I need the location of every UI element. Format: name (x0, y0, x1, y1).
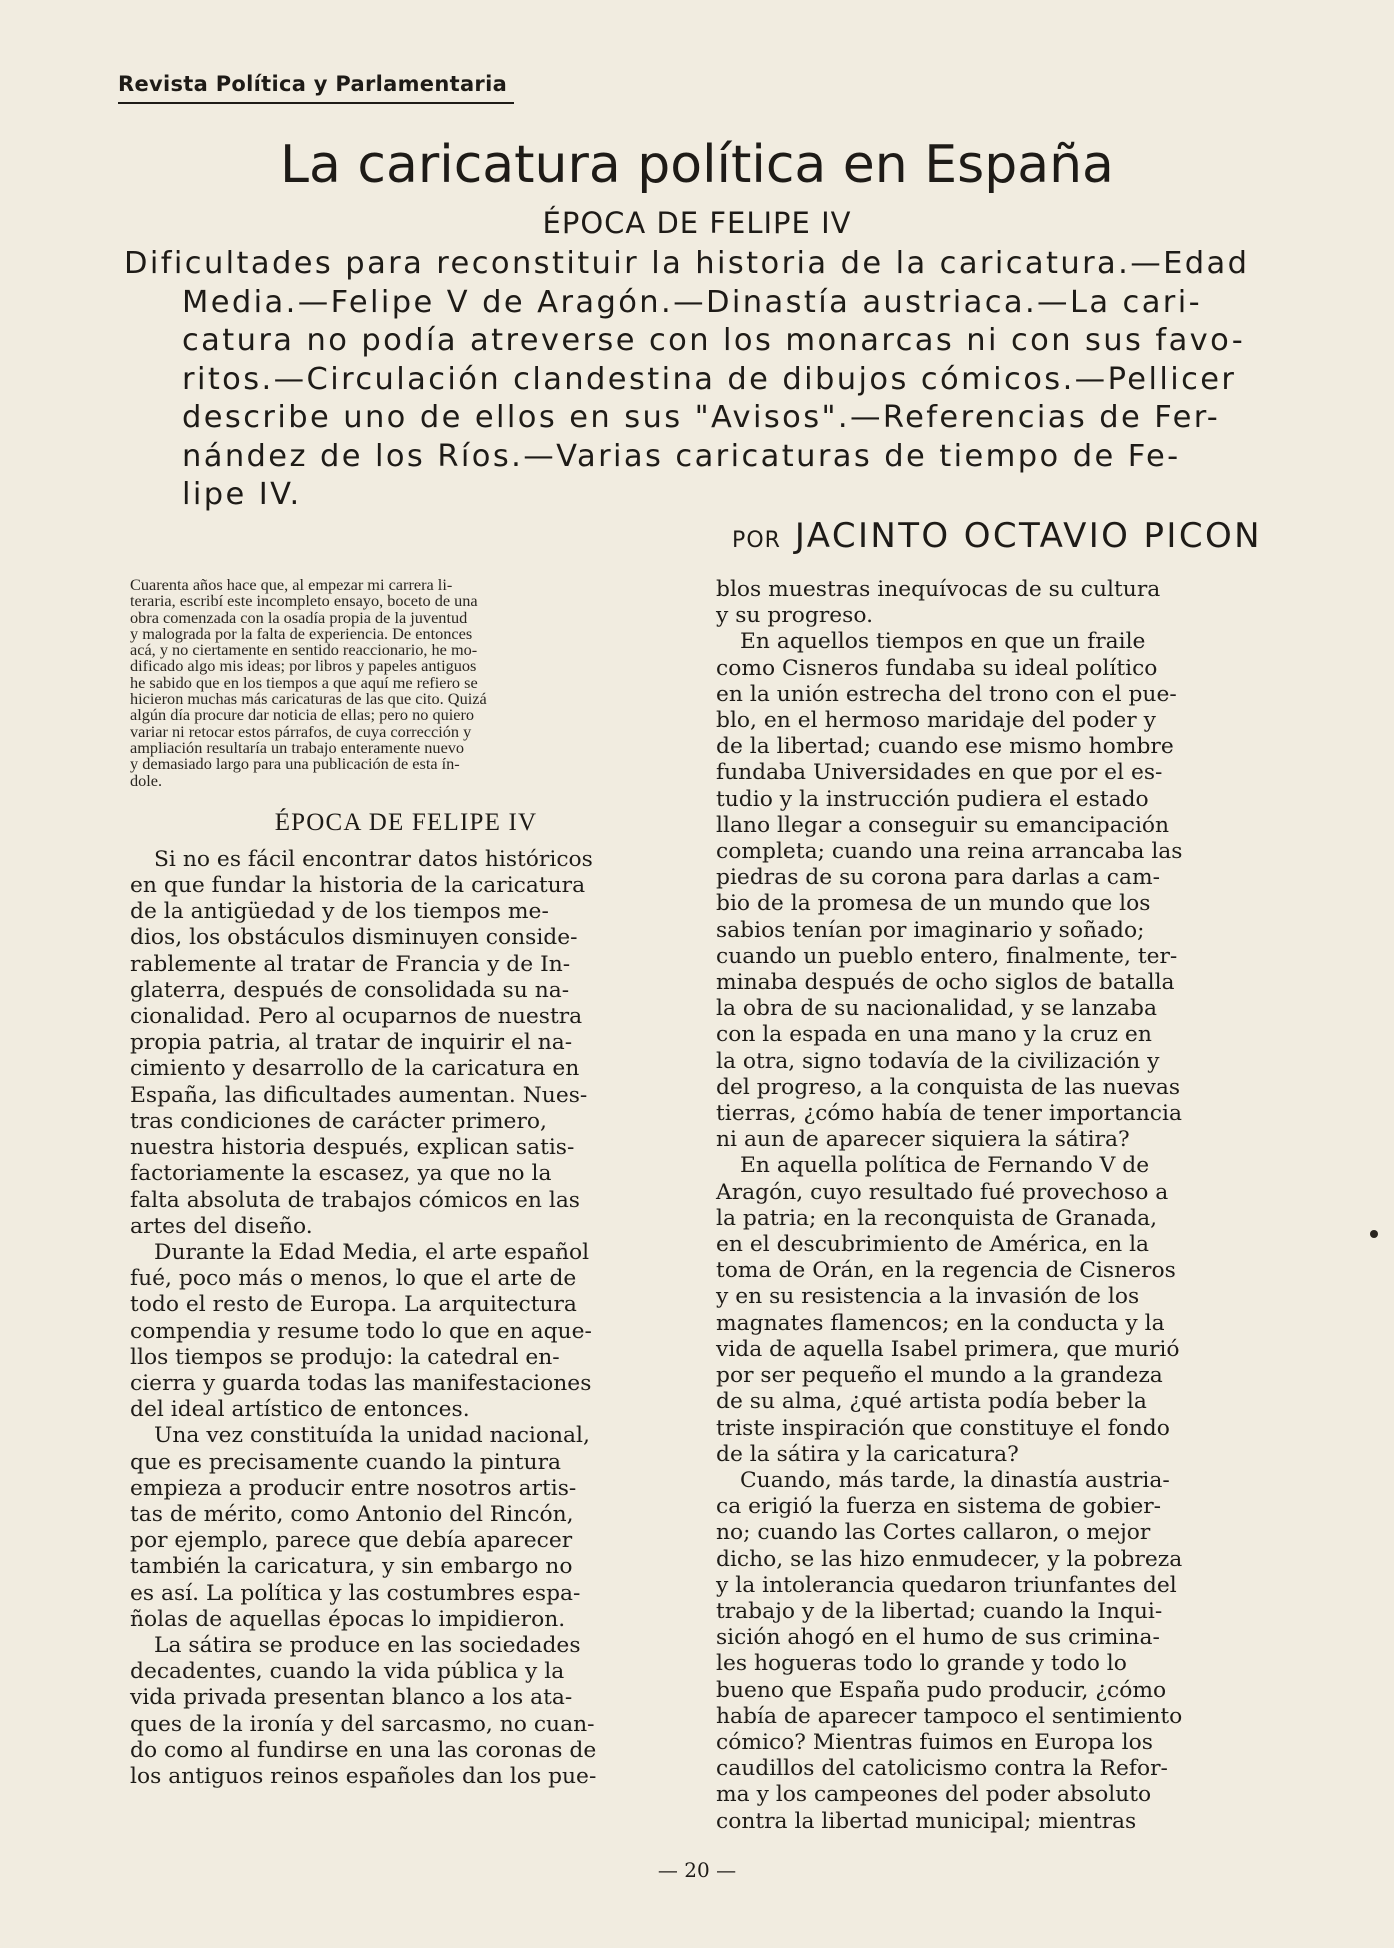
text-line: decadentes, cuando la vida pública y la (130, 1659, 565, 1685)
text-line: cierra y guarda todas las manifestaciones (130, 1370, 592, 1396)
text-line: vida de aquella Isabel primera, que murió (716, 1336, 1180, 1362)
text-line: no; cuando las Cortes callaron, o mejor (716, 1520, 1151, 1546)
note-line: acá, y no ciertamente en sentido reaccionario, he mo- (130, 640, 478, 660)
text-line: con la espada en una mano y la cruz en (716, 1022, 1152, 1048)
text-line: Si no es fácil encontrar datos históricos (154, 846, 593, 872)
note-line: y malograda por la falta de experiencia. De entonces (130, 623, 473, 643)
text-line: sición ahogó en el humo de sus crimina- (716, 1625, 1160, 1651)
article-summary (124, 245, 1264, 515)
text-line: también la caricatura, y sin embargo no (130, 1554, 573, 1580)
text-line: de la sátira y la caricatura? (716, 1441, 1019, 1467)
section-heading: ÉPOCA DE FELIPE IV (274, 808, 538, 836)
note-line: ampliación resultaría un trabajo enteramente nuevo (130, 737, 465, 757)
byline-por: POR (732, 528, 781, 553)
text-line: factoriamente la escasez, ya que no la (130, 1161, 552, 1187)
text-line: llos tiempos se produjo: la catedral en- (130, 1344, 560, 1370)
text-line: Durante la Edad Media, el arte español (154, 1239, 590, 1265)
note-line: obra comenzada con la osadía propia de la juventud (130, 607, 468, 627)
text-line: Aragón, cuyo resultado fué provechoso a (716, 1179, 1169, 1205)
text-line: tras condiciones de carácter primero, (130, 1108, 547, 1134)
text-line: trabajo y de la libertad; cuando la Inqui- (716, 1598, 1163, 1624)
text-line: cimiento y desarrollo de la caricatura en (130, 1056, 580, 1082)
text-line: dicho, se las hizo enmudecer, y la pobreza (716, 1546, 1183, 1572)
text-line: glaterra, después de consolidada su na- (130, 977, 570, 1003)
text-line: ques de la ironía y del sarcasmo, no cuan- (130, 1711, 595, 1737)
note-line: variar ni retocar estos párrafos, de cuya corrección y (130, 721, 472, 741)
text-line: había de aparecer tampoco el sentimiento (716, 1703, 1183, 1729)
right-body-text (716, 577, 1272, 1835)
text-line: Cuando, más tarde, la dinastía austria- (740, 1467, 1170, 1493)
text-line: llano llegar a conseguir su emancipación (716, 812, 1170, 838)
text-line: bueno que España pudo producir, ¿cómo (716, 1677, 1167, 1703)
text-line: piedras de su corona para darlas a cam- (716, 865, 1160, 891)
text-line: en el descubrimiento de América, en la (716, 1232, 1150, 1258)
text-line: de su alma, ¿qué artista podía beber la (716, 1389, 1147, 1415)
text-line: fundaba Universidades en que por el es- (716, 760, 1163, 786)
author-note (130, 577, 682, 789)
article-title: La caricatura política en España (280, 135, 1114, 195)
text-line: la obra de su nacionalidad, y se lanzaba (716, 996, 1158, 1022)
text-line: del ideal artístico de entonces. (130, 1397, 470, 1423)
text-line: empieza a producir entre nosotros artis- (130, 1475, 577, 1501)
text-line: la patria; en la reconquista de Granada, (716, 1205, 1158, 1231)
text-line: cuando un pueblo entero, finalmente, ter- (716, 943, 1178, 969)
article-subtitle: ÉPOCA DE FELIPE IV (542, 206, 852, 240)
text-line: tas de mérito, como Antonio del Rincón, (130, 1501, 574, 1527)
note-line: y demasiado largo para una publicación de esta ín- (130, 754, 460, 774)
text-line: rablemente al tratar de Francia y de In- (130, 951, 571, 977)
left-body-text (130, 847, 682, 1790)
text-line: propia patria, al tratar de inquirir el na- (130, 1030, 573, 1056)
text-line: por ejemplo, parece que debía aparecer (130, 1528, 573, 1554)
note-line: teraria, escribí este incompleto ensayo, boceto de una (130, 591, 478, 611)
byline (732, 516, 1262, 556)
text-line: que es precisamente cuando la pintura (130, 1449, 562, 1475)
text-line: la otra, signo todavía de la civilización y (716, 1048, 1160, 1074)
summary-line: ritos.—Circulación clandestina de dibujos cómicos.—Pellicer (182, 361, 1237, 397)
author-name: JACINTO OCTAVIO PICON (794, 516, 1262, 556)
text-line: contra la libertad municipal; mientras (716, 1808, 1137, 1834)
text-line: ca erigió la fuerza en sistema de gobier- (716, 1494, 1162, 1520)
text-line: blos muestras inequívocas de su cultura (716, 577, 1161, 602)
text-line: cionalidad. Pero al ocuparnos de nuestra (130, 1004, 583, 1030)
text-line: España, las dificultades aumentan. Nues- (130, 1082, 588, 1108)
text-line: de la libertad; cuando ese mismo hombre (716, 734, 1174, 760)
text-line: do como al fundirse en una las coronas de (130, 1737, 597, 1763)
text-line: fué, poco más o menos, lo que el arte de (130, 1266, 577, 1292)
text-line: ni aun de aparecer siquiera la sátira? (716, 1127, 1130, 1153)
note-line: Cuarenta años hace que, al empezar mi carrera li- (130, 575, 453, 594)
summary-line: lipe IV. (182, 477, 302, 512)
text-line: dios, los obstáculos disminuyen conside- (130, 925, 578, 951)
text-line: de la antigüedad y de los tiempos me- (130, 899, 549, 925)
note-line: dificado algo mis ideas; por libros y papeles antiguos (130, 656, 477, 676)
text-line: tierras, ¿cómo había de tener importancia (716, 1101, 1182, 1127)
text-line: triste inspiración que constituye el fondo (716, 1415, 1170, 1441)
page-number: — 20 — (657, 1858, 737, 1882)
text-line: nuestra historia después, explican satis- (130, 1135, 575, 1161)
summary-line: nández de los Ríos.—Varias caricaturas de tiempo de Fe- (182, 438, 1181, 474)
summary-line: catura no podía atreverse con los monarcas ni con sus favo- (182, 323, 1246, 358)
text-line: vida privada presentan blanco a los ata- (130, 1685, 573, 1711)
text-line: toma de Orán, en la regencia de Cisneros (716, 1258, 1176, 1284)
text-line: del progreso, a la conquista de las nuevas (716, 1074, 1181, 1100)
text-line: en la unión estrecha del trono con el pue- (716, 681, 1177, 707)
text-line: los antiguos reinos españoles dan los pue- (130, 1763, 597, 1789)
running-head: Revista Política y Parlamentaria (118, 72, 514, 104)
text-line: cómico? Mientras fuimos en Europa los (716, 1729, 1153, 1755)
text-line: Una vez constituída la unidad nacional, (154, 1423, 590, 1449)
text-line: les hogueras todo lo grande y todo lo (716, 1651, 1127, 1677)
text-line: por ser pequeño el mundo a la grandeza (716, 1363, 1163, 1389)
note-line: algún día procure dar noticia de ellas; pero no quiero (130, 705, 475, 725)
text-line: minaba después de ocho siglos de batalla (716, 970, 1175, 996)
text-line: caudillos del catolicismo contra la Refor- (716, 1756, 1168, 1782)
left-column (130, 577, 682, 1790)
text-line: y en su resistencia a la invasión de los (716, 1284, 1140, 1310)
ink-speck (1370, 1230, 1378, 1238)
text-line: sabios tenían por imaginario y soñado; (716, 917, 1145, 943)
text-line: En aquellos tiempos en que un fraile (740, 629, 1146, 655)
text-line: ñolas de aquellas épocas lo impidieron. (130, 1606, 566, 1632)
text-line: bio de la promesa de un mundo que los (716, 891, 1151, 917)
text-line: y la intolerancia quedaron triunfantes del (716, 1572, 1177, 1598)
text-line: completa; cuando una reina arrancaba las (716, 839, 1183, 865)
text-line: y su progreso. (716, 603, 874, 629)
text-line: magnates flamencos; en la conducta y la (716, 1310, 1165, 1336)
text-line: compendia y resume todo lo que en aque- (130, 1318, 592, 1344)
note-line: dole. (130, 770, 163, 790)
right-column (716, 577, 1272, 1835)
text-line: todo el resto de Europa. La arquitectura (130, 1292, 577, 1318)
summary-line: Media.—Felipe V de Aragón.—Dinastía austriaca.—La cari- (182, 284, 1202, 320)
summary-line: describe uno de ellos en sus "Avisos".—Referencias de Fer- (182, 400, 1221, 435)
text-line: En aquella política de Fernando V de (740, 1153, 1150, 1179)
text-line: La sátira se produce en las sociedades (154, 1632, 581, 1658)
text-line: ma y los campeones del poder absoluto (716, 1782, 1152, 1808)
summary-line: Dificultades para reconstituir la historia de la caricatura.—Edad (124, 246, 1250, 281)
note-line: he sabido que en los tiempos a que aquí me refiero se (130, 672, 478, 692)
note-line: hicieron muchas más caricaturas de las que cito. Quizá (130, 689, 487, 709)
text-line: tudio y la instrucción pudiera el estado (716, 786, 1149, 812)
text-line: artes del diseño. (130, 1213, 313, 1239)
text-line: en que fundar la historia de la caricatura (130, 873, 586, 899)
text-line: es así. La política y las costumbres espa- (130, 1580, 581, 1606)
text-line: como Cisneros fundaba su ideal político (716, 655, 1158, 681)
text-line: falta absoluta de trabajos cómicos en las (130, 1187, 580, 1213)
text-line: blo, en el hermoso maridaje del poder y (716, 708, 1156, 734)
